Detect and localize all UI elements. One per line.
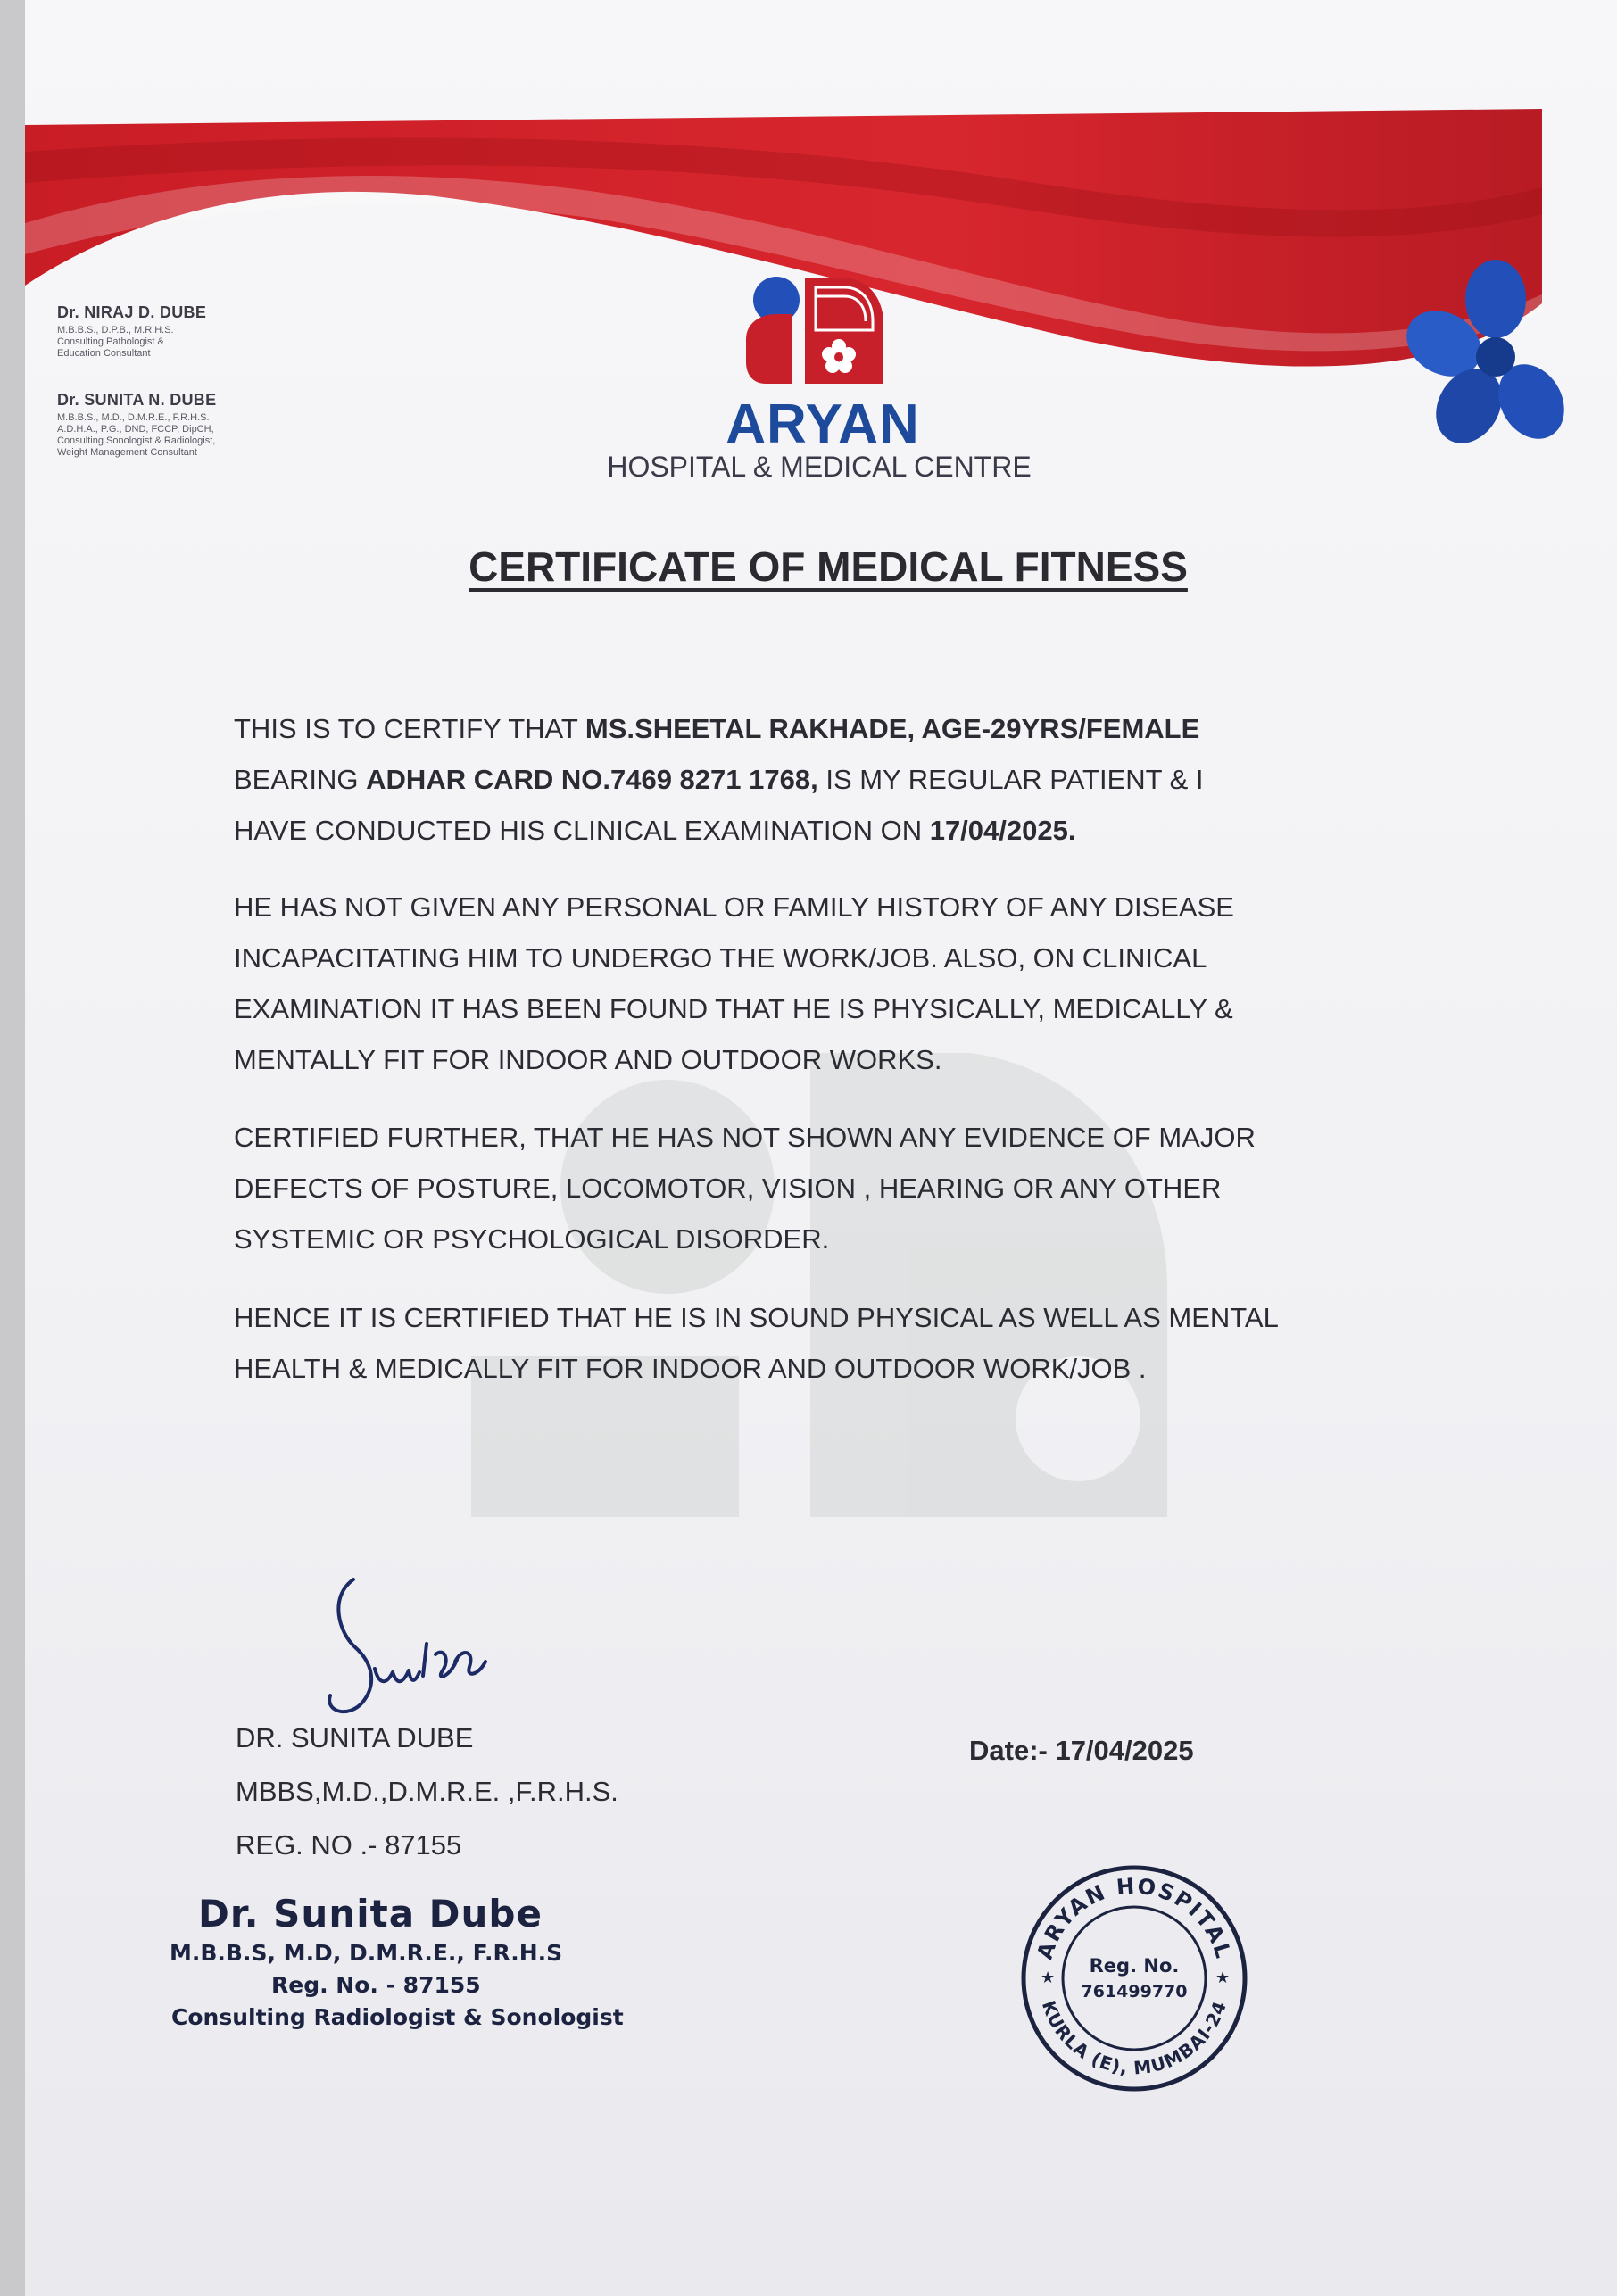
certificate-paragraph-4 — [234, 1292, 1376, 1394]
hospital-seal — [1014, 1858, 1255, 2099]
doctor-1-name: Dr. NIRAJ D. DUBE — [57, 303, 207, 321]
seal-reg-number: 761499770 — [1081, 1982, 1188, 2002]
stamp-doctor-name: Dr. Sunita Dube — [198, 1892, 543, 1935]
aryan-logo-icon — [746, 277, 883, 384]
certificate-paragraph-2 — [234, 882, 1376, 1085]
text-segment: HAVE CONDUCTED HIS CLINICAL EXAMINATION ON — [234, 815, 930, 846]
qualification-line: Weight Management Consultant — [57, 447, 197, 458]
qualification-line: Consulting Sonologist & Radiologist, — [57, 435, 216, 446]
certificate-page — [25, 0, 1617, 2296]
hospital-brand-name: ARYAN — [726, 394, 920, 455]
text-segment: BEARING — [234, 764, 367, 795]
paragraph-line — [234, 805, 1376, 856]
seal-reg-label: Reg. No. — [1089, 1955, 1180, 1977]
stamp-doctor-registration: Reg. No. - 87155 — [271, 1972, 481, 1998]
hospital-brand-subtitle: HOSPITAL & MEDICAL CENTRE — [607, 451, 1032, 483]
certificate-date: Date:- 17/04/2025 — [969, 1735, 1194, 1766]
aadhar-number: ADHAR CARD NO.7469 8271 1768, — [366, 764, 818, 795]
signatory-registration: REG. NO .- 87155 — [236, 1829, 462, 1861]
signatory-qualifications: MBBS,M.D.,D.M.R.E. ,F.R.H.S. — [236, 1776, 618, 1807]
patient-name-age: MS.SHEETAL RAKHADE, AGE-29YRS/FEMALE — [585, 713, 1200, 744]
paragraph-line: CERTIFIED FURTHER, THAT HE HAS NOT SHOWN ANY EVIDENCE OF MAJOR — [234, 1122, 1256, 1153]
seal-ring-top-text: ARYAN HOSPITAL — [1032, 1873, 1237, 1963]
paragraph-line: MENTALLY FIT FOR INDOOR AND OUTDOOR WORKS. — [234, 1044, 942, 1075]
doctor-2-qualifications — [57, 412, 215, 459]
handwritten-signature — [293, 1562, 498, 1722]
stamp-doctor-qualifications: M.B.B.S, M.D, D.M.R.E., F.R.H.S — [170, 1940, 563, 1966]
examination-date: 17/04/2025. — [929, 815, 1076, 846]
seal-ring-bottom-text: KURLA (E), MUMBAI-24 — [1037, 1997, 1231, 2079]
certificate-paragraph-1 — [234, 703, 1376, 856]
stamp-doctor-role: Consulting Radiologist & Sonologist — [171, 2004, 624, 2030]
qualification-line: Education Consultant — [57, 348, 151, 359]
qualification-line: A.D.H.A., P.G., DND, FCCP, DipCH, — [57, 424, 214, 435]
text-segment: IS MY REGULAR PATIENT & I — [817, 764, 1204, 795]
seal-star-right: ★ — [1215, 1969, 1231, 1986]
paragraph-line: SYSTEMIC OR PSYCHOLOGICAL DISORDER. — [234, 1223, 830, 1255]
paragraph-line: INCAPACITATING HIM TO UNDERGO THE WORK/JOB. ALSO, ON CLINICAL — [234, 942, 1207, 974]
qualification-line: M.B.B.S., D.P.B., M.R.H.S. — [57, 325, 174, 336]
paragraph-line — [234, 703, 1376, 754]
paragraph-line: HE HAS NOT GIVEN ANY PERSONAL OR FAMILY HISTORY OF ANY DISEASE — [234, 891, 1234, 923]
doctor-2-name: Dr. SUNITA N. DUBE — [57, 391, 217, 409]
paragraph-line: HEALTH & MEDICALLY FIT FOR INDOOR AND OUTDOOR WORK/JOB . — [234, 1353, 1147, 1384]
paragraph-line: EXAMINATION IT HAS BEEN FOUND THAT HE IS PHYSICALLY, MEDICALLY & — [234, 993, 1233, 1024]
text-segment: THIS IS TO CERTIFY THAT — [234, 713, 585, 744]
signatory-name: DR. SUNITA DUBE — [236, 1722, 474, 1753]
paragraph-line: HENCE IT IS CERTIFIED THAT HE IS IN SOUND PHYSICAL AS WELL AS MENTAL — [234, 1302, 1279, 1333]
qualification-line: M.B.B.S., M.D., D.M.R.E., F.R.H.S. — [57, 412, 210, 423]
certificate-title: CERTIFICATE OF MEDICAL FITNESS — [469, 543, 1188, 590]
seal-star-left: ★ — [1041, 1969, 1056, 1986]
doctor-1-qualifications — [57, 325, 174, 360]
qualification-line: Consulting Pathologist & — [57, 336, 164, 347]
paragraph-line: DEFECTS OF POSTURE, LOCOMOTOR, VISION , HEARING OR ANY OTHER — [234, 1173, 1222, 1204]
certificate-paragraph-3 — [234, 1112, 1376, 1264]
paragraph-line — [234, 754, 1376, 805]
